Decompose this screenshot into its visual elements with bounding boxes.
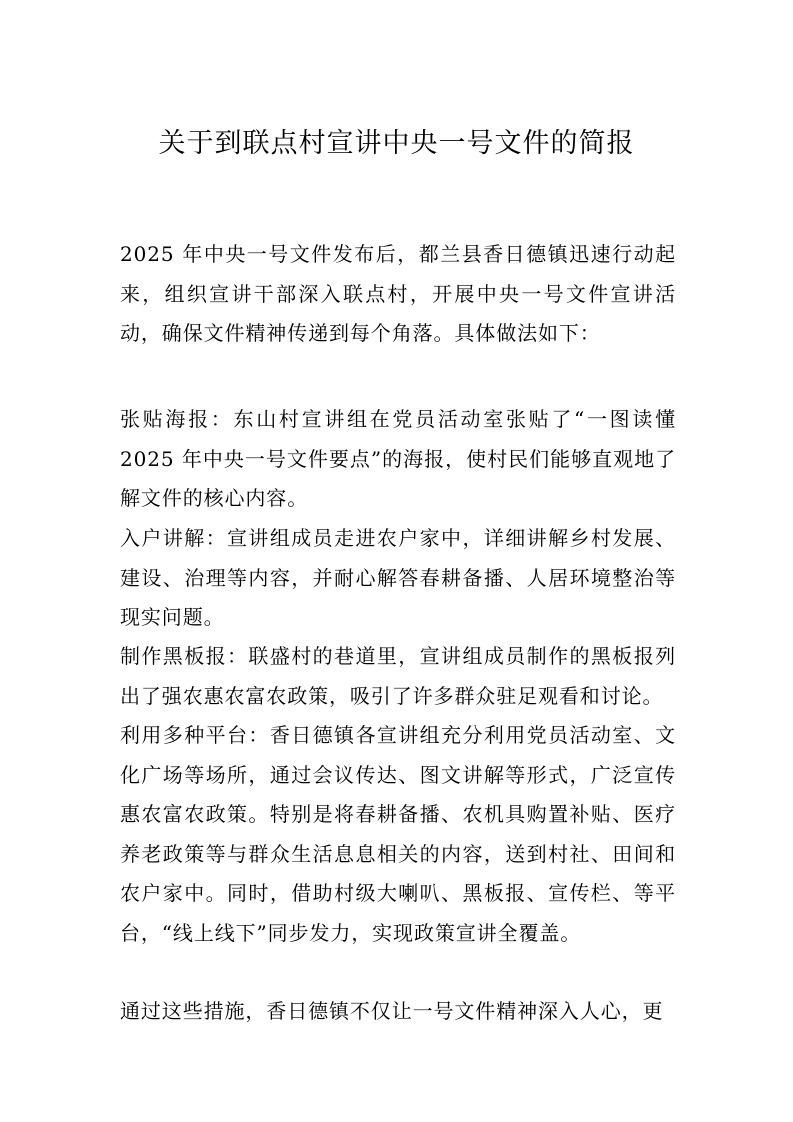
document-title: 关于到联点村宣讲中央一号文件的简报 <box>158 128 635 159</box>
paragraph-home-visits: 入户讲解：宣讲组成员走进农户家中，详细讲解乡村发展、建设、治理等内容，并耐心解答春耕备播、人居环境整治等现实问题。 <box>120 526 676 629</box>
paragraph-intro: 2025 年中央一号文件发布后，都兰县香日德镇迅速行动起来，组织宣讲干部深入联点村，开展中央一号文件宣讲活动，确保文件精神传递到每个角落。具体做法如下： <box>120 242 676 345</box>
paragraph-conclusion: 通过这些措施，香日德镇不仅让一号文件精神深入人心，更 <box>120 999 664 1023</box>
paragraph-blackboard: 制作黑板报：联盛村的巷道里，宣讲组成员制作的黑板报列出了强农惠农富农政策，吸引了许多群众驻足观看和讨论。 <box>120 644 676 708</box>
paragraph-posters: 张贴海报：东山村宣讲组在党员活动室张贴了“一图读懂 2025 年中央一号文件要点”的海报，使村民们能够直观地了解文件的核心内容。 <box>120 407 676 510</box>
paragraph-platforms: 利用多种平台：香日德镇各宣讲组充分利用党员活动室、文化广场等场所，通过会议传达、图文讲解等形式，广泛宣传惠农富农政策。特别是将春耕备播、农机具购置补贴、医疗养老政策等与群众生活息息相关的内容，送到村社、田间和农户家中。同时，借助村级大喇叭、黑板报、宣传栏、等平台，“线上线下”同步发力，实现政策宣讲全覆盖。 <box>120 723 676 945</box>
